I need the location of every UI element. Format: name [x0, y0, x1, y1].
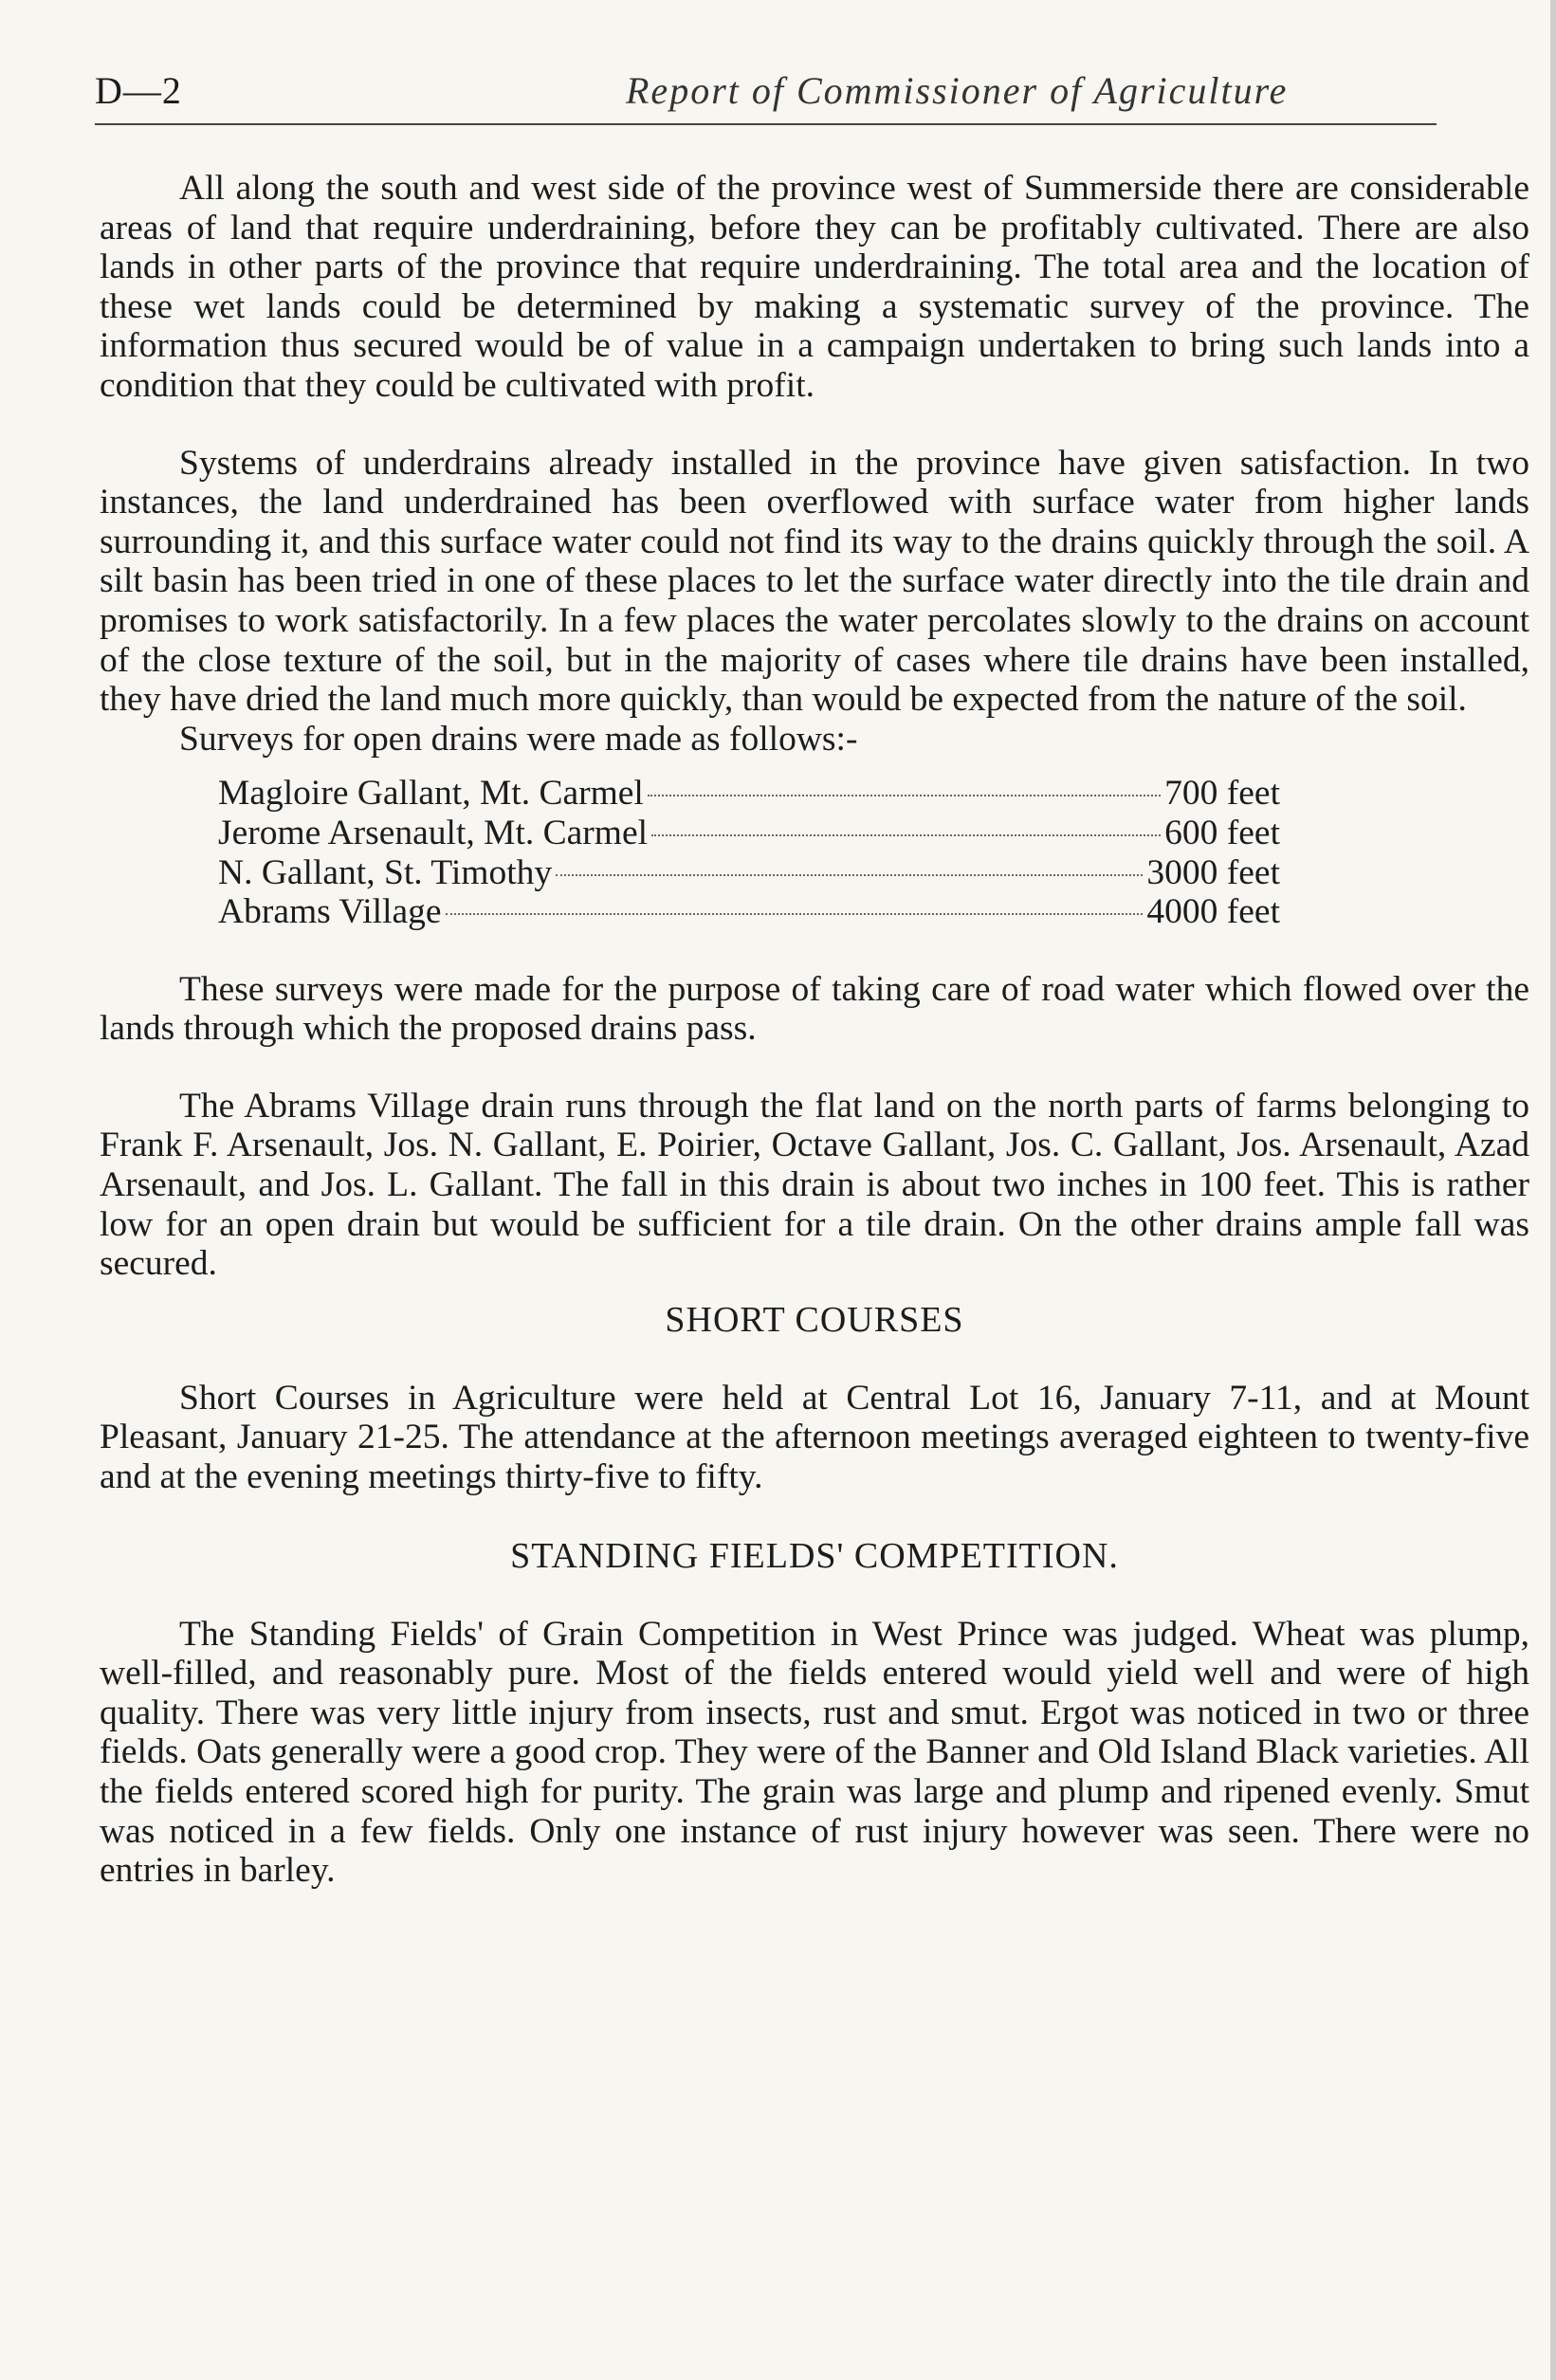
paragraph-surveys-intro: Surveys for open drains were made as follows:-: [179, 719, 858, 759]
survey-name: Magloire Gallant, Mt. Carmel: [218, 774, 644, 814]
survey-row: [218, 892, 1280, 932]
survey-name: N. Gallant, St. Timothy: [218, 852, 553, 892]
survey-row: [218, 814, 1280, 853]
survey-list: [218, 774, 1280, 931]
paragraph-abrams-village-drain: The Abrams Village drain runs through the flat land on the north parts of farms belonging to Frank F. Arsenault, Jos. N. Gallant, E. Poirier, Octave Gallant, Jos. C. Gallant, Jos. Arsenault, Azad Arsenault, and Jos. L. Gallant. The fall in this drain is about two inches in 100 feet. This is rather low for an open drain but would be sufficient for a tile drain. On the other drains ample fall was secured.: [100, 1086, 1529, 1284]
page-body: [100, 169, 1529, 1891]
paragraph-wet-lands: All along the south and west side of the province west of Summerside there are considerable areas of land that require underdraining, before they can be profitably cultivated. There are also lands in other parts of the province that require underdraining. The total area and the location of these wet lands could be determined by making a systematic survey of the province. The information thus secured would be of value in a campaign undertaken to bring such lands into a condition that they could be cultivated with profit.: [100, 169, 1529, 405]
survey-name: Abrams Village: [218, 892, 442, 932]
running-title: Report of Commissioner of Agriculture: [626, 69, 1289, 112]
survey-length: 3000 feet: [1146, 852, 1280, 892]
header-rule: [95, 123, 1437, 125]
survey-name: Jerome Arsenault, Mt. Carmel: [218, 813, 649, 852]
survey-length: 4000 feet: [1146, 892, 1280, 932]
paragraph-short-courses: Short Courses in Agriculture were held at Central Lot 16, January 7-11, and at Mount Pleasant, January 21-25. The attendance at the afternoon meetings averaged eighteen to twenty-five and at the evening meetings thirty-five to fifty.: [100, 1378, 1529, 1497]
paragraph-road-water: These surveys were made for the purpose of taking care of road water which flowed over the lands through which the proposed drains pass.: [100, 969, 1529, 1049]
leader-dots: [446, 913, 1144, 915]
heading-standing-fields: STANDING FIELDS' COMPETITION.: [510, 1535, 1119, 1576]
page-edge: [1550, 0, 1556, 2380]
survey-row: [218, 853, 1280, 893]
leader-dots: [556, 874, 1143, 876]
page-number: D—2: [95, 69, 182, 112]
survey-length: 700 feet: [1164, 774, 1280, 814]
survey-length: 600 feet: [1164, 813, 1280, 852]
paragraph-underdrains: Systems of underdrains already installed in the province have given satisfaction. In two instances, the land underdrained has been overflowed with surface water from higher lands surrounding it, and this surface water could not find its way to the drains quickly through the soil. A silt basin has been tried in one of these places to let the surface water directly into the tile drain and promises to work satisfactorily. In a few places the water percolates slowly to the drains on account of the close texture of the soil, but in the majority of cases where tile drains have been installed, they have dried the land much more quickly, than would be expected from the nature of the soil.: [100, 443, 1529, 720]
page-header: [95, 68, 1460, 135]
leader-dots: [648, 795, 1161, 796]
paragraph-standing-fields: The Standing Fields' of Grain Competition in West Prince was judged. Wheat was plump, well-filled, and reasonably pure. Most of the fields entered would yield well and were of high quality. There was very little injury from insects, rust and smut. Ergot was noticed in two or three fields. Oats generally were a good crop. They were of the Banner and Old Island Black varieties. All the fields entered scored high for purity. The grain was large and plump and ripened evenly. Smut was noticed in a few fields. Only one instance of rust injury however was seen. There were no entries in barley.: [100, 1614, 1529, 1891]
leader-dots: [651, 834, 1161, 836]
heading-short-courses: SHORT COURSES: [665, 1299, 964, 1340]
survey-row: [218, 774, 1280, 814]
